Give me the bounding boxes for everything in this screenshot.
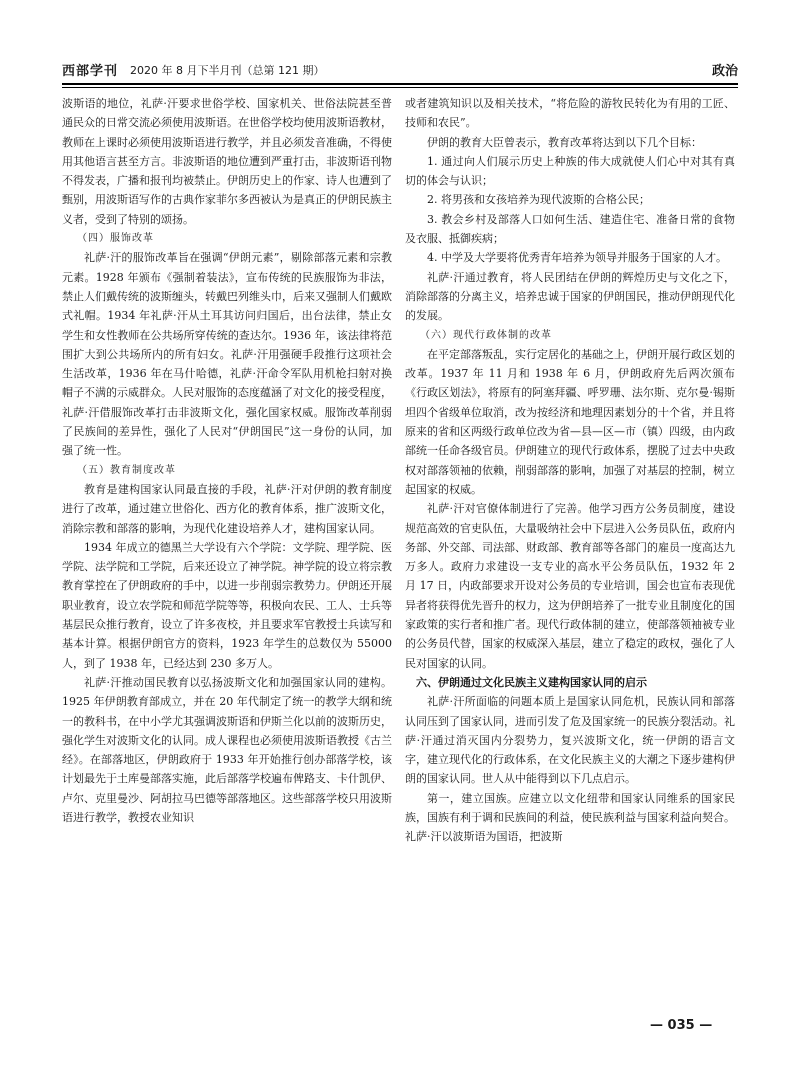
- paragraph: 伊朗的教育大臣曾表示，教育改革将达到以下几个目标：: [427, 135, 702, 149]
- journal-name: 西部学刊: [62, 64, 119, 79]
- section-heading: 六、伊朗通过文化民族主义建构国家认同的启示: [416, 675, 647, 689]
- header-rule-thin: [62, 87, 738, 88]
- paragraph: 第一，建立国族。应建立以文化纽带和国家认同维系的国家民族，国族有利于调和民族间的利益，使民族利益与国家利益向契合。礼萨·汗以波斯语为国语，把波斯: [405, 791, 735, 844]
- paragraph: 在平定部落叛乱，实行定居化的基础之上，伊朗开展行政区划的改革。1937 年 11 月和 1938 年 6 月，伊朗政府先后两次颁布《行政区划法》，将原有的阿塞拜疆、呼罗珊、法尔斯、克尔曼·锡斯坦四个省级单位取消，改为按经济和地理因素划分的十个省，并且将原来的省和区两级行政单位改为省—县—区—市（镇）四级，由内政部统一任命各级官员。伊朗建立的现代行政体系，摆脱了过去中央政权对部落领袖的依赖，削弱部落的影响，加强了对基层的控制，树立起国家的权威。: [405, 347, 735, 496]
- header-rule-thick: [62, 83, 738, 85]
- page-header: [62, 52, 738, 80]
- page-number: — 035 —: [650, 1018, 713, 1033]
- section-subheading: （四）服饰改革: [77, 233, 154, 245]
- section-subheading: （六）现代行政体制的改革: [420, 329, 552, 341]
- section-subheading: （五）教育制度改革: [77, 464, 176, 476]
- paragraph: 1934 年成立的德黑兰大学设有六个学院：文学院、理学院、医学院、法学院和工学院，后来还设立了神学院。神学院的设立将宗教教育掌控在了伊朗政府的手中，以进一步削弱宗教势力。伊朗还开展职业教育，设立农学院和师范学院等等，积极向农民、工人、士兵等基层民众推行教育，设立了许多夜校，并且要求军官教授士兵读写和基本计算。根据伊朗官方的资料，1923 年学生的总数仅为 55000 人，到了 1938 年，已经达到 230 多万人。: [62, 540, 392, 670]
- paragraph: 礼萨·汗的服饰改革旨在强调“伊朗元素”，剔除部落元素和宗教元素。1928 年颁布《强制着装法》，宣布传统的民族服饰为非法，禁止人们戴传统的波斯缠头，转戴巴列维头巾，后来又强制人们戴欧式礼帽。1934 年礼萨·汗从土耳其访问归国后，出台法律，禁止女学生和女性教师在公共场所穿传统的查达尔。1936 年，该法律将范围扩大到公共场所内的所有妇女。礼萨·汗用强硬手段推行这项社会生活改革，1936 年在马什哈德，礼萨·汗命令军队用机枪扫射对换帽子不满的示威群众。人民对服饰的态度蕴涵了对文化的接受程度，礼萨·汗借服饰改革打击非波斯文化，强化国家权威。服饰改革削弱了民族间的差异性，强化了人民对“伊朗国民”这一身份的认同，加强了统一性。: [62, 251, 392, 458]
- paragraph-continued: 波斯语的地位，礼萨·汗要求世俗学校、国家机关、世俗法院甚至普通民众的日常交流必须使用波斯语。在世俗学校均使用波斯语教材，教师在上课时必须使用波斯语进行教学，并且必须发音准确，不得使用其他语言甚至方言。非波斯语的地位遭到严重打击，非波斯语刊物不得发表，广播和报刊均被禁止。伊朗历史上的作家、诗人也遭到了甄别，用波斯语写作的古典作家菲尔多西被认为是真正的伊朗民族主义者，受到了特别的颂扬。: [62, 97, 392, 226]
- section-name: 政治: [711, 64, 738, 79]
- paragraph: 礼萨·汗对官僚体制进行了完善。他学习西方公务员制度，建设规范高效的官吏队伍，大量吸纳社会中下层进入公务员队伍，政府内务部、外交部、司法部、财政部、教育部等各部门的雇员一度高达九万多人。政府力求建设一支专业的高水平公务员队伍，1932 年 2 月 17 日，内政部要求开设对公务员的专业培训，国会也宣布表现优异者将获得优先晋升的权力，这为伊朗培养了一批专业且制度化的国家政策的实行者和推广者。现代行政体制的建立，使部落领袖被专业的公务员代替，国家的权威深入基层，建立了稳定的政权，强化了人民对国家的认同。: [405, 502, 735, 670]
- paragraph-continued: 或者建筑知识以及相关技术，“将危险的游牧民转化为有用的工匠、技师和农民”。: [405, 97, 735, 130]
- paragraph: 礼萨·汗所面临的问题本质上是国家认同危机，民族认同和部落认同压到了国家认同，进而引发了危及国家统一的民族分裂活动。礼萨·汗通过消灭国内分裂势力，复兴波斯文化，统一伊朗的语言文字，建立现代化的行政体系，在文化民族主义的大潮之下逐步建构伊朗的国家认同。世人从中能得到以下几点启示。: [405, 695, 735, 786]
- paragraph: 礼萨·汗推动国民教育以弘扬波斯文化和加强国家认同的建构。1925 年伊朗教育部成立，并在 20 年代制定了统一的教学大纲和统一的教科书，在中小学尤其强调波斯语和伊斯兰化以前的波斯历史，强化学生对波斯文化的认同。成人课程也必须使用波斯语教授《古兰经》。在部落地区，伊朗政府于 1933 年开始推行创办部落学校，该计划最先于土库曼部落实施，此后部落学校遍布俾路支、卡什凯伊、卢尔、克里曼沙、阿胡拉马巴德等部落地区。这些部落学校只用波斯语进行教学，教授农业知识: [62, 675, 392, 824]
- right-column: [405, 94, 735, 847]
- paragraph: 礼萨·汗通过教育，将人民团结在伊朗的辉煌历史与文化之下，消除部落的分离主义，培养忠诚于国家的伊朗国民，推动伊朗现代化的发展。: [405, 270, 735, 323]
- issue-info: 2020 年 8 月下半月刊（总第 121 期）: [130, 64, 325, 77]
- paragraph: 教育是建构国家认同最直接的手段，礼萨·汗对伊朗的教育制度进行了改革，通过建立世俗化、西方化的教育体系，推广波斯文化，消除宗教和部落的影响，为现代化建设培养人才，建构国家认同。: [62, 482, 392, 535]
- paragraph: 2. 将男孩和女孩培养为现代波斯的合格公民；: [427, 193, 650, 207]
- paragraph: 4. 中学及大学要将优秀青年培养为领导并服务于国家的人才。: [427, 251, 727, 265]
- paragraph: 3. 教会乡村及部落人口如何生活、建造住宅、准备日常的食物及衣服、抵御疾病；: [405, 212, 735, 246]
- left-column: [62, 94, 392, 827]
- paragraph: 1. 通过向人们展示历史上种族的伟大成就使人们心中对其有真切的体会与认识；: [405, 154, 735, 188]
